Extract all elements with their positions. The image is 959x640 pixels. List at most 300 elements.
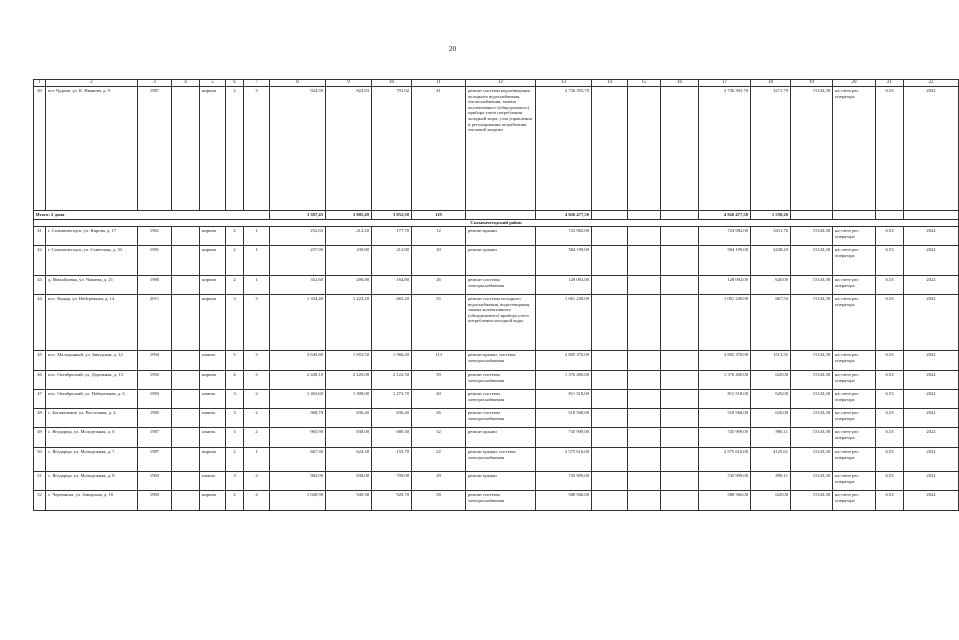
table-cell-c15 (628, 491, 661, 511)
table-cell-c10: 665,20 (372, 295, 412, 351)
table-cell-c22: 2022 (904, 276, 959, 295)
table-cell-c15 (628, 390, 661, 409)
table-cell-c7: 2 (244, 390, 270, 409)
table-cell-c7: 3 (244, 351, 270, 371)
table-cell-c11: 32 (412, 428, 466, 448)
table-cell-c1: 40 (34, 87, 46, 211)
table-cell-c5: кирпич (200, 295, 226, 351)
table-cell-c20: на счете рег. оператора (833, 87, 876, 211)
table-cell-c9: 824,83 (326, 87, 372, 211)
table-cell-c17: 1 061 249,00 (699, 295, 751, 351)
table-cell-c14 (592, 87, 628, 211)
table-cell-c2: пос. Октябрьский, ул. Дорожная, д. 13 (46, 371, 138, 390)
table-cell-c6: 3 (226, 295, 244, 351)
table-cell-c19: 15143,38 (791, 491, 833, 511)
table-cell-c14 (592, 246, 628, 276)
table-cell-c18: 620,00 (751, 276, 791, 295)
table-cell-c12: ремонт системы водоотведения, холодного водоснабжения, теплоснабжения, замена коллективного (общедомового) прибора учета потребления холодной воды, узла управления и регулирования потребления тепловой энергии (466, 87, 536, 211)
table-cell-c3: 1983 (138, 390, 172, 409)
table-cell-c8: 1 334,40 (270, 295, 326, 351)
column-number: 11 (412, 80, 466, 87)
table-cell-c21: 6,53 (876, 428, 904, 448)
table-cell-c22: 2022 (904, 295, 959, 351)
table-row (34, 246, 959, 276)
table-cell-c7: 1 (244, 448, 270, 472)
table-cell-c19: 15143,38 (791, 276, 833, 295)
table-cell-c11: 55 (412, 295, 466, 351)
table-cell-c18: 3411,70 (751, 227, 791, 246)
table-cell-c13: 584 199,00 (536, 246, 592, 276)
column-number: 6 (226, 80, 244, 87)
table-cell-c5: кирпич (200, 371, 226, 390)
column-number: 12 (466, 80, 536, 87)
table-cell-c17: 745 909,00 (699, 428, 751, 448)
table-cell-c22: 2022 (904, 351, 959, 371)
table-cell-c19: 15143,38 (791, 472, 833, 491)
table-cell-c13: 811 518,00 (536, 390, 592, 409)
table-cell-c18: 620,00 (751, 491, 791, 511)
table-cell-c19: 15143,38 (791, 390, 833, 409)
table-cell-c2: с. Ягодарцы, ул. Молодежная, д. 7 (46, 448, 138, 472)
table-cell-c21: 6,53 (876, 87, 904, 211)
table-cell-c14 (592, 409, 628, 428)
table-cell-c13: 745 909,00 (536, 428, 592, 448)
table-cell-c4 (172, 390, 200, 409)
table-cell-c16 (661, 87, 699, 211)
table-cell-c18: 3271,79 (751, 87, 791, 211)
table-cell-c18: 620,00 (751, 409, 791, 428)
table-cell-c16 (661, 409, 699, 428)
total-cell-c8: 3 387,45 (270, 211, 326, 220)
table-cell-c21: 6,53 (876, 472, 904, 491)
table-cell-c5: кирпич (200, 276, 226, 295)
table-cell-c22: 2022 (904, 448, 959, 472)
table-cell-c16 (661, 390, 699, 409)
table-cell-c3: 1992 (138, 371, 172, 390)
table-cell-c13: 1 376 400,00 (536, 371, 592, 390)
table-cell-c14 (592, 295, 628, 351)
table-cell-c12: ремонт системы электроснабжения (466, 371, 536, 390)
table-cell-c20: на счете рег. оператора (833, 491, 876, 511)
table-cell-c15 (628, 246, 661, 276)
table-cell-c19: 15143,38 (791, 371, 833, 390)
table-cell-c18: 4125,61 (751, 448, 791, 472)
table-cell-c5: панель (200, 409, 226, 428)
table-cell-c7: 2 (244, 409, 270, 428)
table-cell-c6: 2 (226, 448, 244, 472)
column-number: 10 (372, 80, 412, 87)
page-number: 20 (448, 44, 457, 53)
table-cell-c1: 47 (34, 390, 46, 409)
table-cell-c17: 128 092,00 (699, 276, 751, 295)
column-number: 22 (904, 80, 959, 87)
table-cell-c10: 2 122,50 (372, 371, 412, 390)
column-number: 17 (699, 80, 751, 87)
table-cell-c10: 709,00 (372, 472, 412, 491)
total-cell-c21 (876, 211, 904, 220)
total-cell-c20 (833, 211, 876, 220)
table-cell-c20: на счете рег. оператора (833, 246, 876, 276)
total-row (34, 211, 959, 220)
table-cell-c14 (592, 390, 628, 409)
table-cell-c3: 1985 (138, 409, 172, 428)
table-cell-c13: 588 566,00 (536, 491, 592, 511)
table-row (34, 448, 959, 472)
table-cell-c16 (661, 295, 699, 351)
column-number: 1 (34, 80, 46, 87)
table-cell-c15 (628, 409, 661, 428)
table-cell-c6: 2 (226, 276, 244, 295)
table-cell-c13: 2 575 616,00 (536, 448, 592, 472)
total-cell-c12 (466, 211, 536, 220)
table-cell-c11: 26 (412, 409, 466, 428)
table-cell-c15 (628, 371, 661, 390)
table-cell-c19: 15143,38 (791, 246, 833, 276)
table-cell-c16 (661, 371, 699, 390)
table-cell-c7: 1 (244, 227, 270, 246)
total-cell-c19 (791, 211, 833, 220)
table-cell-c9: 1 223,20 (326, 295, 372, 351)
total-cell-c18: 1 550,20 (751, 211, 791, 220)
table-cell-c22: 2022 (904, 428, 959, 448)
table-cell-c10: 1 273,70 (372, 390, 412, 409)
table-cell-c21: 6,53 (876, 295, 904, 351)
table-cell-c8: 352,60 (270, 276, 326, 295)
table-cell-c20: на счете рег. оператора (833, 227, 876, 246)
total-cell-c22 (904, 211, 959, 220)
column-number: 18 (751, 80, 791, 87)
table-cell-c12: ремонт крыши (466, 227, 536, 246)
column-number: 20 (833, 80, 876, 87)
table-cell-c20: на счете рег. оператора (833, 351, 876, 371)
table-cell-c11: 26 (412, 276, 466, 295)
table-cell-c6: 2 (226, 246, 244, 276)
column-number: 4 (172, 80, 200, 87)
district-header-row (34, 220, 959, 227)
table-cell-c1: 43 (34, 276, 46, 295)
table-cell-c17: 584 199,00 (699, 246, 751, 276)
table-cell-c9: 239,80 (326, 246, 372, 276)
table-cell-c7: 3 (244, 295, 270, 351)
table-cell-c11: 12 (412, 227, 466, 246)
table-cell-c22: 2022 (904, 491, 959, 511)
table-cell-c2: г. Сольвычегодск, ул. Кирова, д. 17 (46, 227, 138, 246)
table-cell-c10: 155,70 (372, 448, 412, 472)
table-cell-c11: 58 (412, 491, 466, 511)
table-cell-c8: 965,90 (270, 428, 326, 448)
table-cell-c11: 41 (412, 87, 466, 211)
table-cell-c19: 15143,38 (791, 295, 833, 351)
table-row (34, 371, 959, 390)
column-number: 14 (592, 80, 628, 87)
table-cell-c9: 624,30 (326, 448, 372, 472)
table-cell-c22: 2022 (904, 87, 959, 211)
table-cell-c6: 3 (226, 409, 244, 428)
total-cell-c16 (661, 211, 699, 220)
table-cell-c17: 811 518,00 (699, 390, 751, 409)
table-cell-c20: на счете рег. оператора (833, 409, 876, 428)
table-cell-c6: 2 (226, 87, 244, 211)
table-cell-c3: 1961 (138, 227, 172, 246)
table-cell-c18: 890,11 (751, 472, 791, 491)
table-cell-c9: 838,00 (326, 428, 372, 448)
table-cell-c13: 745 909,00 (536, 472, 592, 491)
table-row (34, 390, 959, 409)
table-cell-c21: 6,53 (876, 390, 904, 409)
table-cell-c1: 52 (34, 491, 46, 511)
table-cell-c1: 48 (34, 409, 46, 428)
table-cell-c5: панель (200, 428, 226, 448)
table-cell-c3: 1987 (138, 87, 172, 211)
table-cell-c8: 667,30 (270, 448, 326, 472)
total-cell-c14 (592, 211, 628, 220)
table-cell-c16 (661, 246, 699, 276)
table-cell-c16 (661, 472, 699, 491)
table-cell-c10: 212,80 (372, 246, 412, 276)
table-cell-c5: кирпич (200, 448, 226, 472)
table-cell-c16 (661, 351, 699, 371)
table-cell-c1: 41 (34, 227, 46, 246)
column-number-row (34, 80, 959, 87)
repair-program-table (33, 79, 959, 511)
table-row (34, 351, 959, 371)
table-cell-c15 (628, 448, 661, 472)
table-cell-c16 (661, 428, 699, 448)
table-cell-c2: пос. Октябрьский, ул. Набережная, д. 6 (46, 390, 138, 409)
table-cell-c12: ремонт крыши, системы электроснабжения (466, 448, 536, 472)
table-cell-c5: панель (200, 390, 226, 409)
table-cell-c17: 2 575 616,00 (699, 448, 751, 472)
table-cell-c8: 1 463,60 (270, 390, 326, 409)
table-cell-c10: 836,40 (372, 409, 412, 428)
table-cell-c13: 518 568,00 (536, 409, 592, 428)
table-cell-c12: ремонт крыши (466, 472, 536, 491)
table-cell-c12: ремонт крыши (466, 246, 536, 276)
table-cell-c2: пгт Урдома, ул. К. Иванова, д. 9 (46, 87, 138, 211)
table-cell-c7: 1 (244, 246, 270, 276)
table-cell-c4 (172, 448, 200, 472)
table-cell-c22: 2022 (904, 472, 959, 491)
table-cell-c18: 620,00 (751, 390, 791, 409)
table-cell-c4 (172, 428, 200, 448)
table-cell-c21: 6,53 (876, 409, 904, 428)
table-cell-c10: 1 566,20 (372, 351, 412, 371)
table-cell-c5: панель (200, 351, 226, 371)
table-cell-c19: 15143,38 (791, 351, 833, 371)
table-cell-c22: 2022 (904, 371, 959, 390)
table-cell-c20: на счете рег. оператора (833, 472, 876, 491)
table-cell-c13: 2 805 370,00 (536, 351, 592, 371)
table-cell-c14 (592, 448, 628, 472)
table-cell-c11: 113 (412, 351, 466, 371)
table-cell-c7: 1 (244, 276, 270, 295)
table-cell-c21: 6,53 (876, 227, 904, 246)
table-cell-c19: 15143,38 (791, 409, 833, 428)
table-cell-c21: 6,53 (876, 371, 904, 390)
table-row (34, 87, 959, 211)
table-cell-c4 (172, 409, 200, 428)
table-cell-c9: 1 853,50 (326, 351, 372, 371)
table-cell-c13: 2 736 393,70 (536, 87, 592, 211)
table-cell-c19: 15143,38 (791, 87, 833, 211)
table-cell-c11: 29 (412, 472, 466, 491)
table-cell-c3: 1994 (138, 351, 172, 371)
table-cell-c20: на счете рег. оператора (833, 448, 876, 472)
table-row (34, 295, 959, 351)
table-cell-c10: 164,80 (372, 276, 412, 295)
table-cell-c9: 2 220,00 (326, 371, 372, 390)
column-number: 21 (876, 80, 904, 87)
table-cell-c12: ремонт системы электроснабжения (466, 409, 536, 428)
table-cell-c15 (628, 295, 661, 351)
table-cell-c13: 1 061 249,00 (536, 295, 592, 351)
table-cell-c18: 620,00 (751, 371, 791, 390)
table-cell-c2: г. Сольвычегодск, ул. Советская, д. 33 (46, 246, 138, 276)
table-cell-c14 (592, 491, 628, 511)
table-cell-c4 (172, 472, 200, 491)
table-cell-c7: 3 (244, 371, 270, 390)
table-cell-c15 (628, 428, 661, 448)
table-cell-c8: 963,90 (270, 472, 326, 491)
table-cell-c2: с. Ягодарцы, ул. Молодежная, д. 6 (46, 428, 138, 448)
table-cell-c4 (172, 491, 200, 511)
table-cell-c22: 2022 (904, 227, 959, 246)
table-cell-c2: с. Черемиска, ул. Заводская, д. 10 (46, 491, 138, 511)
table-cell-c17: 745 909,00 (699, 472, 751, 491)
table-cell-c17: 2 736 393,70 (699, 87, 751, 211)
column-number: 3 (138, 80, 172, 87)
table-cell-c20: на счете рег. оператора (833, 428, 876, 448)
table-cell-c7: 2 (244, 472, 270, 491)
table-cell-c18: 867,53 (751, 295, 791, 351)
table-cell-c21: 6,53 (876, 351, 904, 371)
table-cell-c3: 2011 (138, 295, 172, 351)
column-number: 9 (326, 80, 372, 87)
table-cell-c5: кирпич (200, 227, 226, 246)
table-cell-c9: 949,30 (326, 491, 372, 511)
table-cell-c14 (592, 351, 628, 371)
table-cell-c4 (172, 246, 200, 276)
table-cell-c1: 44 (34, 295, 46, 351)
table-cell-c15 (628, 227, 661, 246)
table-cell-c14 (592, 472, 628, 491)
table-cell-c17: 723 982,00 (699, 227, 751, 246)
table-cell-c11: 20 (412, 246, 466, 276)
table-cell-c12: ремонт крыши, системы электроснабжения (466, 351, 536, 371)
table-cell-c14 (592, 371, 628, 390)
table-cell-c10: 920,70 (372, 491, 412, 511)
table-cell-c9: 836,40 (326, 409, 372, 428)
table-cell-c21: 6,53 (876, 448, 904, 472)
table-cell-c9: 206,80 (326, 276, 372, 295)
table-cell-c3: 1987 (138, 428, 172, 448)
table-cell-c7: 2 (244, 428, 270, 448)
total-cell-c11: 119 (412, 211, 466, 220)
column-number: 5 (200, 80, 226, 87)
table-cell-c5: кирпич (200, 246, 226, 276)
table-cell-c9: 1 308,00 (326, 390, 372, 409)
table-cell-c14 (592, 276, 628, 295)
table-cell-c21: 6,53 (876, 246, 904, 276)
table-cell-c20: на счете рег. оператора (833, 371, 876, 390)
table-cell-c5: кирпич (200, 491, 226, 511)
table-cell-c7: 4 (244, 491, 270, 511)
table-cell-c2: пос. Кодыр, ул. Набережная, д. 14 (46, 295, 138, 351)
table-cell-c19: 15143,38 (791, 428, 833, 448)
table-cell-c17: 588 566,00 (699, 491, 751, 511)
table-cell-c10: 680,30 (372, 428, 412, 448)
table-cell-c11: 59 (412, 371, 466, 390)
table-row (34, 276, 959, 295)
table-cell-c14 (592, 428, 628, 448)
table-cell-c4 (172, 351, 200, 371)
table-cell-c20: на счете рег. оператора (833, 295, 876, 351)
table-cell-c17: 1 376 400,00 (699, 371, 751, 390)
table-cell-c7: 3 (244, 87, 270, 211)
total-cell-c15 (628, 211, 661, 220)
table-cell-c9: 838,00 (326, 472, 372, 491)
total-cell-c10: 3 052,58 (372, 211, 412, 220)
table-cell-c10: 177,70 (372, 227, 412, 246)
table-cell-c4 (172, 227, 200, 246)
table-cell-c2: пос. Малодонный, ул. Заводская, д. 12 (46, 351, 138, 371)
table-cell-c5: кирпич (200, 87, 226, 211)
table-cell-c16 (661, 227, 699, 246)
table-cell-c8: 252,65 (270, 227, 326, 246)
table-cell-c6: 3 (226, 428, 244, 448)
table-cell-c6: 4 (226, 371, 244, 390)
table-cell-c3: 1981 (138, 246, 172, 276)
table-cell-c12: ремонт системы электроснабжения (466, 390, 536, 409)
table-cell-c4 (172, 87, 200, 211)
table-cell-c17: 518 568,00 (699, 409, 751, 428)
table-cell-c1: 50 (34, 448, 46, 472)
table-cell-c20: на счете рег. оператора (833, 276, 876, 295)
table-cell-c15 (628, 472, 661, 491)
table-cell-c12: ремонт системы холодного водоснабжения, водоотведения, замена коллективного (общедомового) прибора учета потребления холодной воды (466, 295, 536, 351)
column-number: 2 (46, 80, 138, 87)
table-cell-c11: 22 (412, 448, 466, 472)
table-cell-c13: 723 982,00 (536, 227, 592, 246)
table-cell-c15 (628, 87, 661, 211)
table-cell-c1: 42 (34, 246, 46, 276)
column-number: 15 (628, 80, 661, 87)
table-cell-c3: 1983 (138, 472, 172, 491)
table-cell-c8: 2 449,10 (270, 371, 326, 390)
table-row (34, 428, 959, 448)
table-cell-c6: 5 (226, 351, 244, 371)
total-cell-c13: 4 826 477,50 (536, 211, 592, 220)
table-cell-c8: 924,59 (270, 87, 326, 211)
table-cell-c4 (172, 276, 200, 295)
table-cell-c8: 1 040,90 (270, 491, 326, 511)
table-cell-c20: на счете рег. оператора (833, 390, 876, 409)
table-cell-c18: 1513,55 (751, 351, 791, 371)
table-cell-c10: 791,92 (372, 87, 412, 211)
table-cell-c13: 128 092,00 (536, 276, 592, 295)
table-cell-c15 (628, 351, 661, 371)
table-row (34, 227, 959, 246)
table-cell-c15 (628, 276, 661, 295)
table-row (34, 472, 959, 491)
table-cell-c5: панель (200, 472, 226, 491)
table-cell-c22: 2022 (904, 409, 959, 428)
table-cell-c6: 2 (226, 227, 244, 246)
table-cell-c21: 6,53 (876, 276, 904, 295)
table-cell-c4 (172, 371, 200, 390)
district-title: Сольвычегодский район (34, 220, 959, 227)
table-cell-c2: д. Михайловка, ул. Чапаева, д. 21 (46, 276, 138, 295)
